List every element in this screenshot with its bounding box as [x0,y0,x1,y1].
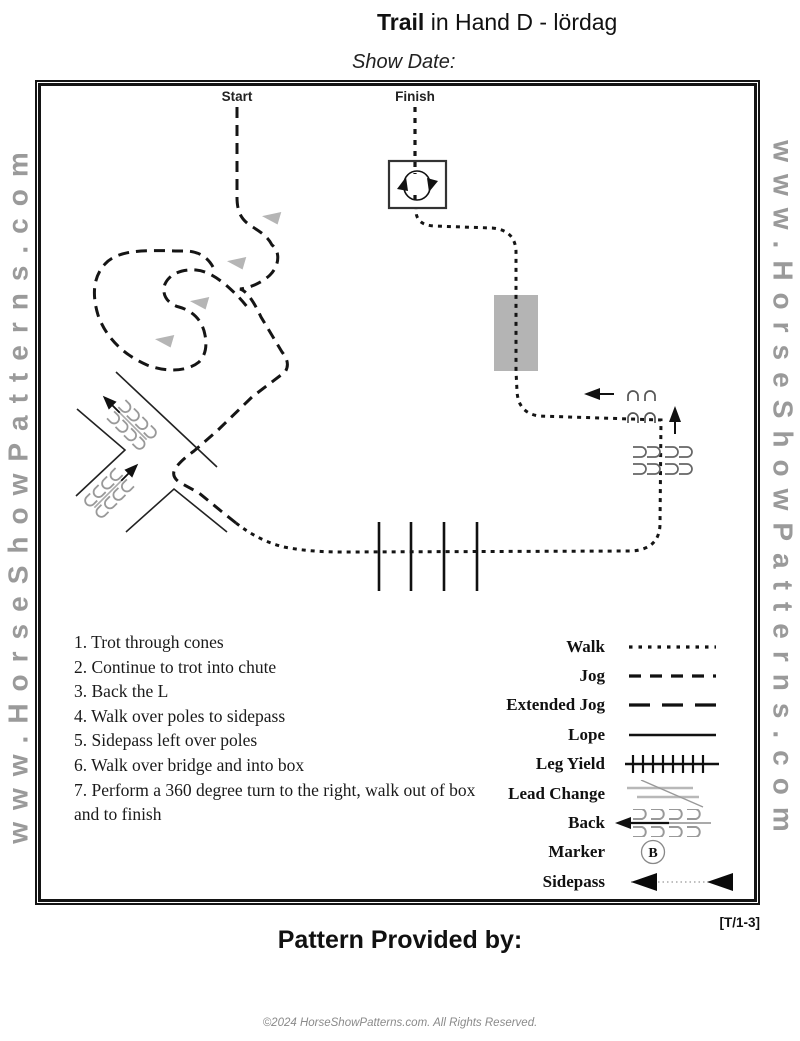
sidepass-left-arrow [584,388,614,400]
back-hoofprints-upper [94,387,158,451]
cone-icon [226,253,246,269]
up-arrow-icon [669,406,681,422]
legend-label: Lope [568,724,605,744]
back-icon [611,809,741,837]
start-label: Start [221,89,253,104]
finish-label: Finish [395,89,435,104]
instruction-line: 2. Continue to trot into chute [74,656,277,677]
lope-line-icon [611,721,741,749]
watermark-left: www.HorseShowPatterns.com [2,140,34,844]
leg-yield-icon [611,750,741,778]
legend-row-lope [475,720,753,749]
instruction-line: 4. Walk over poles to sidepass [74,705,286,726]
legend-row-extended-jog [475,691,753,720]
pattern-diagram-frame [35,80,760,905]
legend-label: Sidepass [542,871,605,891]
show-date-label: Show Date: [352,51,456,73]
legend-label: Extended Jog [506,695,605,715]
instruction-line: 5. Sidepass left over poles [74,730,258,751]
page-title [377,9,617,36]
marker-icon [611,838,741,866]
page-title-rest: in Hand D - lördag [424,9,618,35]
legend-label: Jog [579,666,605,686]
instruction-line: 7. Perform a 360 degree turn to the right, walk out of box and to finish [74,779,476,825]
walk-over-poles [379,522,477,591]
page-title-bold: Trail [377,9,425,35]
marker-letter: B [648,846,658,862]
legend-row-lead-change [475,779,753,808]
instruction-list [74,630,494,827]
legend-row-sidepass [475,867,753,896]
lead-change-icon [611,780,741,808]
instruction-line: 1. Trot through cones [74,632,224,652]
sidepass-icon [611,868,741,896]
legend-label: Walk [566,636,605,656]
back-arrow-icon [615,817,631,829]
walk-line-icon [611,633,741,661]
turn-box-obstacle [389,161,446,208]
legend [475,632,753,897]
extended-jog-line-icon [611,691,741,719]
walk-path-main [236,208,661,552]
sidepass-up-arrow [669,406,681,434]
jog-path-start-to-chute [174,107,288,523]
watermark-right: www.HorseShowPatterns.com [767,140,799,844]
legend-label: Back [568,813,605,833]
jog-line-icon [611,662,741,690]
back-hoofprints-lower [83,455,147,519]
legend-row-leg-yield [475,750,753,779]
legend-label: Marker [548,842,605,862]
legend-row-marker [475,838,753,867]
legend-label: Leg Yield [535,754,605,774]
jog-path-serpentine-loops [94,251,248,370]
left-arrow-icon [584,388,600,400]
legend-row-back [475,808,753,837]
pattern-code: [T/1-3] [719,915,760,930]
legend-row-walk [475,632,753,661]
cone-icon [189,293,209,309]
legend-label: Lead Change [508,783,605,803]
sidepass-poles-vertical [633,447,692,474]
cone-icon [261,208,281,224]
instruction-line: 3. Back the L [74,681,169,702]
instruction-line: 6. Walk over bridge and into box [74,754,305,775]
legend-row-jog [475,661,753,690]
copyright-notice: ©2024 HorseShowPatterns.com. All Rights Reserved. [262,1017,538,1029]
cone-icon [154,331,174,347]
provided-by-label: Pattern Provided by: [277,926,523,954]
